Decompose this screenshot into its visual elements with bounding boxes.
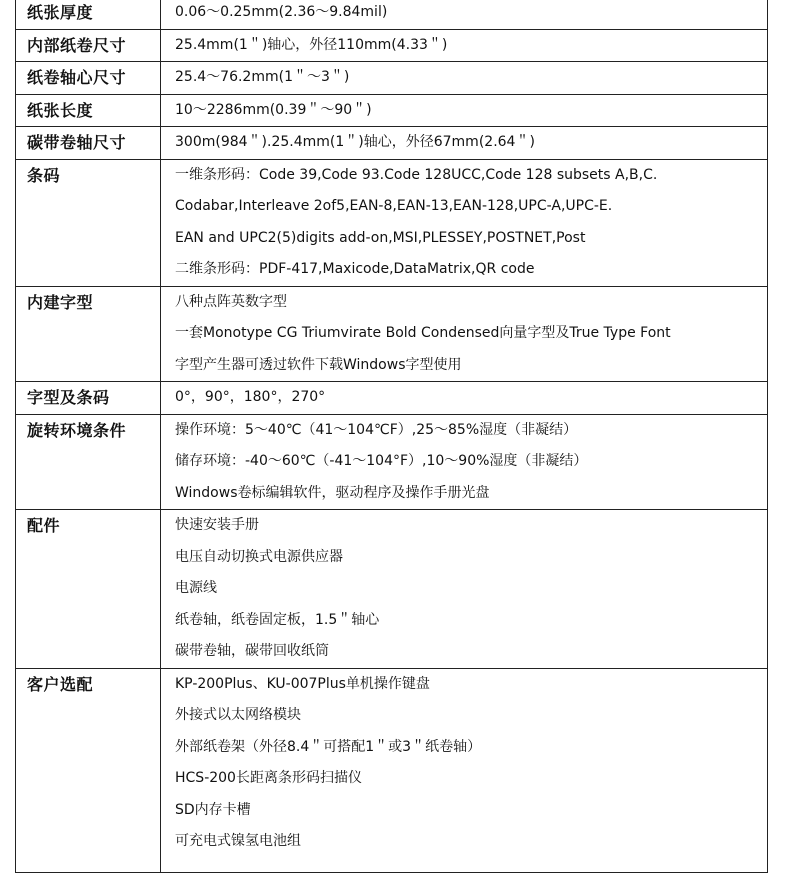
value-fonts — [161, 286, 768, 382]
value-line: 25.4mm(1＂)轴心，外径110mm(4.33＂) — [175, 36, 448, 53]
value-line: 碳带卷轴，碳带回收纸筒 — [175, 643, 329, 659]
value-line: 二维条形码：PDF-417,Maxicode,DataMatrix,QR code — [175, 261, 535, 277]
row-paper-thickness — [16, 0, 768, 29]
value-paper-length — [161, 94, 768, 127]
value-line: 操作环境：5～40℃（41～104℃F）,25～85%湿度（非凝结） — [175, 421, 578, 438]
row-roll-core — [16, 62, 768, 95]
label-paper-thickness: 纸张厚度 — [16, 0, 161, 29]
value-line: HCS-200长距离条形码扫描仪 — [175, 770, 362, 786]
value-line: 0°，90°，180°，270° — [175, 389, 326, 405]
row-accessories — [16, 510, 768, 669]
value-rotation — [161, 382, 768, 415]
value-line: 25.4～76.2mm(1＂～3＂) — [175, 69, 350, 85]
value-line: 字型产生器可透过软件下载Windows字型使用 — [175, 356, 462, 373]
value-line: 可充电式镍氢电池组 — [175, 833, 301, 849]
value-options — [161, 668, 768, 872]
value-line: KP-200Plus、KU-007Plus单机操作键盘 — [175, 675, 430, 692]
label-roll-core: 纸卷轴心尺寸 — [16, 62, 161, 95]
value-accessories — [161, 510, 768, 669]
row-options — [16, 668, 768, 872]
value-line: 一维条形码：Code 39,Code 93.Code 128UCC,Code 128 subsets A,B,C. — [175, 166, 658, 183]
row-barcode — [16, 159, 768, 286]
value-line: 八种点阵英数字型 — [175, 293, 287, 310]
value-line: Codabar,Interleave 2of5,EAN-8,EAN-13,EAN-128,UPC-A,UPC-E. — [175, 198, 613, 214]
value-barcode — [161, 159, 768, 286]
row-inner-roll — [16, 29, 768, 62]
label-accessories: 配件 — [16, 510, 161, 669]
value-line: 300m(984＂).25.4mm(1＂)轴心，外径67mm(2.64＂) — [175, 134, 535, 150]
row-rotation — [16, 382, 768, 415]
value-environment — [161, 414, 768, 510]
spec-table — [15, 0, 768, 873]
label-paper-length: 纸张长度 — [16, 94, 161, 127]
value-line: 纸卷轴，纸卷固定板，1.5＂轴心 — [175, 611, 380, 628]
value-inner-roll — [161, 29, 768, 62]
label-inner-roll: 内部纸卷尺寸 — [16, 29, 161, 62]
row-paper-length — [16, 94, 768, 127]
value-line: 外接式以太网络模块 — [175, 707, 301, 723]
label-options: 客户选配 — [16, 668, 161, 872]
row-environment — [16, 414, 768, 510]
value-line: 电源线 — [175, 580, 217, 596]
label-fonts: 内建字型 — [16, 286, 161, 382]
label-ribbon: 碳带卷轴尺寸 — [16, 127, 161, 160]
value-line: 一套Monotype CG Triumvirate Bold Condensed向量字型及True Type Font — [175, 325, 671, 341]
value-line: Windows卷标编辑软件，驱动程序及操作手册光盘 — [175, 484, 490, 501]
row-fonts — [16, 286, 768, 382]
value-line: 快速安装手册 — [175, 517, 259, 533]
value-line: 储存环境：-40～60℃（-41～104°F）,10～90%湿度（非凝结） — [175, 453, 588, 469]
value-line: SD内存卡槽 — [175, 801, 251, 818]
label-barcode: 条码 — [16, 159, 161, 286]
value-ribbon — [161, 127, 768, 160]
value-line: 电压自动切换式电源供应器 — [175, 548, 343, 565]
label-rotation: 字型及条码 — [16, 382, 161, 415]
value-line: 0.06～0.25mm(2.36～9.84mil) — [175, 4, 388, 20]
row-ribbon — [16, 127, 768, 160]
value-paper-thickness — [161, 0, 768, 29]
value-roll-core — [161, 62, 768, 95]
value-line: 外部纸卷架（外径8.4＂可搭配1＂或3＂纸卷轴） — [175, 738, 482, 755]
label-environment: 旋转环境条件 — [16, 414, 161, 510]
value-line: 10～2286mm(0.39＂～90＂) — [175, 101, 372, 118]
value-line: EAN and UPC2(5)digits add-on,MSI,PLESSEY,POSTNET,Post — [175, 229, 586, 246]
